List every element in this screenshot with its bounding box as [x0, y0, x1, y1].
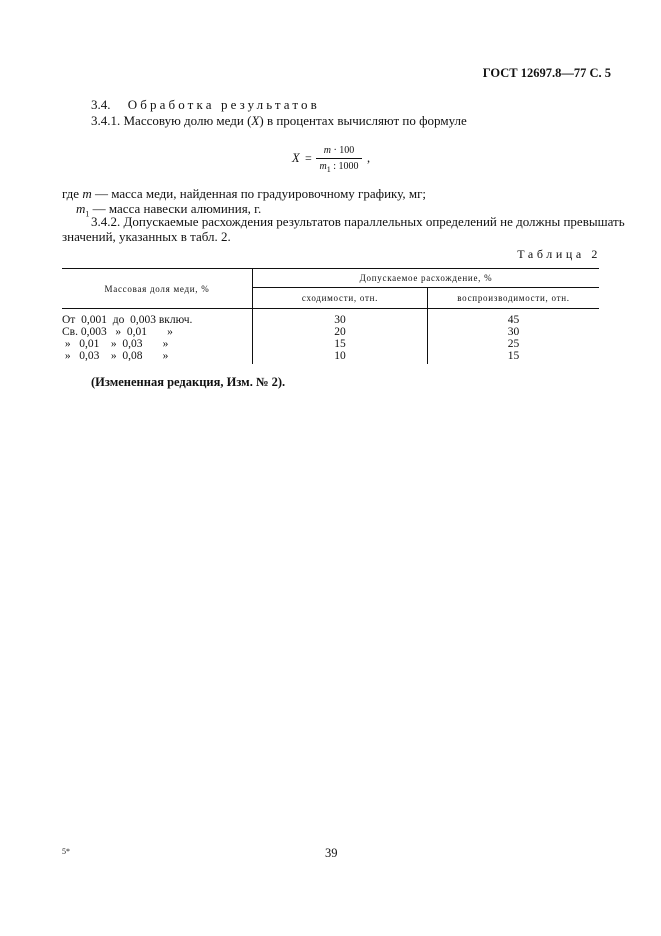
table-row — [62, 326, 599, 338]
footer-mark: 5* — [62, 847, 70, 856]
convergence-cell: 20 — [253, 326, 428, 338]
section-title: Обработка результатов — [127, 97, 320, 112]
formula-comma: , — [367, 151, 371, 165]
definition-m: где m — масса меди, найденная по градуировочному графику, мг; — [62, 186, 427, 201]
section-number: 3.4. — [91, 97, 111, 112]
reproducibility-cell: 30 — [507, 326, 520, 338]
column-header-mass-fraction: Массовая доля меди, % — [62, 269, 253, 309]
definition-m1: $m_1$ — масса навески алюминия, г. — [76, 201, 262, 219]
section-heading — [91, 97, 320, 113]
mass-fraction-cell: » 0,01 » 0,03 » — [62, 338, 253, 350]
paragraph-3-4-2-line2: значений, указанных в табл. 2. — [62, 229, 231, 244]
paragraph-text: 3.4.1. Массовую долю меди ( — [91, 113, 252, 128]
tolerance-table — [62, 268, 599, 364]
column-header-convergence: сходимости, отн. — [253, 288, 428, 309]
reproducibility-cell: 15 — [507, 350, 520, 362]
table-row — [62, 309, 599, 327]
mass-fraction-cell: От 0,001 до 0,003 включ. — [62, 309, 253, 327]
fraction-bar — [316, 158, 362, 159]
formula-equals: = — [305, 151, 312, 165]
paragraph-3-4-2-line1: 3.4.2. Допускаемые расхождения результатов параллельных определений не должны превышать — [91, 214, 625, 229]
page-number: 39 — [325, 846, 338, 860]
variable-x: X — [251, 113, 260, 128]
table-row — [62, 338, 599, 350]
paragraph-text: ) в процентах вычисляют по формуле — [259, 113, 467, 128]
column-group-header: Допускаемое расхождение, % — [253, 269, 600, 288]
table-title: Таблица 2 — [517, 247, 601, 261]
revision-note: (Измененная редакция, Изм. № 2). — [91, 375, 286, 389]
standard-header: ГОСТ 12697.8—77 С. 5 — [482, 66, 611, 80]
column-header-reproducibility: воспроизводимости, отн. — [428, 288, 600, 309]
formula-denominator: $m_1$ : 1000 — [319, 161, 359, 174]
convergence-cell: 15 — [253, 338, 428, 350]
convergence-cell: 30 — [253, 309, 428, 327]
mass-fraction-cell: » 0,03 » 0,08 » — [62, 350, 253, 364]
reproducibility-cell: 45 — [507, 314, 520, 326]
formula-lhs: X — [292, 151, 300, 165]
paragraph-3-4-1 — [91, 113, 467, 129]
convergence-cell: 10 — [253, 350, 428, 364]
reproducibility-cell: 25 — [507, 338, 520, 350]
table-row — [62, 350, 599, 364]
formula-fraction — [316, 144, 362, 173]
mass-fraction-cell: Св. 0,003 » 0,01 » — [62, 326, 253, 338]
formula-numerator: m · 100 — [323, 145, 355, 156]
